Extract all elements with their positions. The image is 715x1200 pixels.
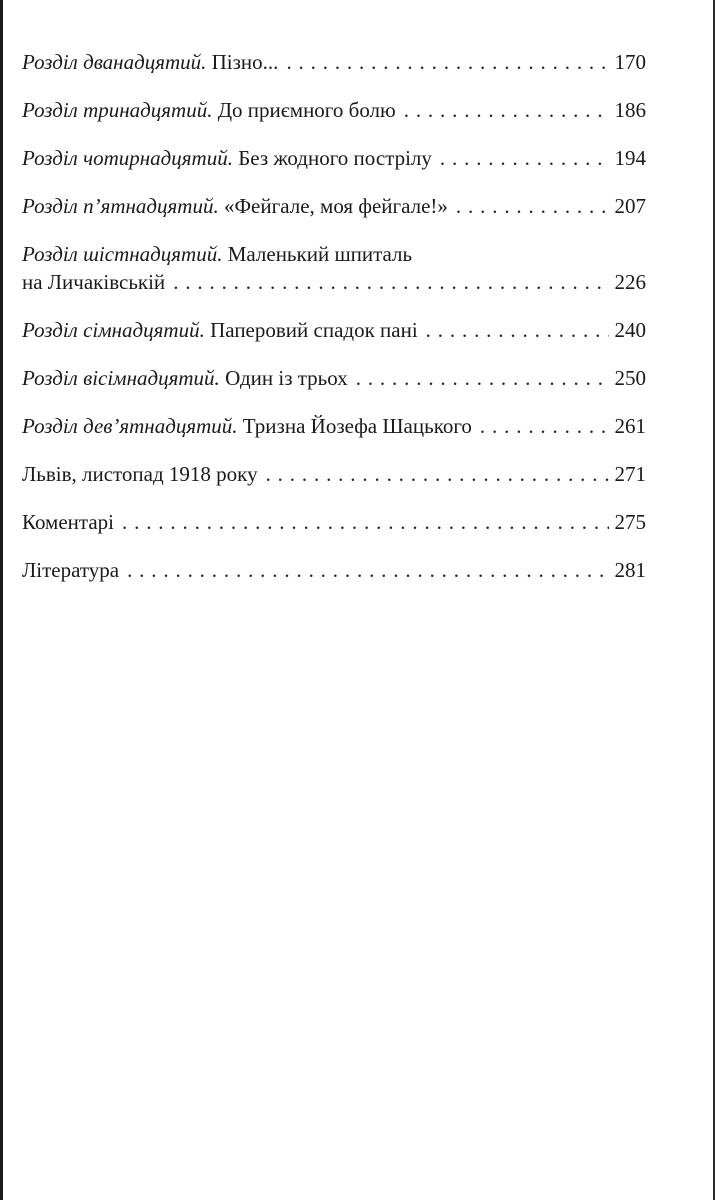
toc-page-number: 226 <box>614 270 646 294</box>
dot-leader <box>456 192 609 220</box>
toc-page-number: 170 <box>614 50 646 74</box>
toc-page-number: 261 <box>614 414 646 438</box>
toc-page-number: 271 <box>614 462 646 486</box>
toc-entry[interactable] <box>22 412 646 440</box>
toc-entry[interactable] <box>22 96 646 124</box>
toc-entry-prefix: Розділ сімнадцятий. <box>22 318 205 342</box>
toc-entry-prefix: Розділ тринадцятий. <box>22 98 213 122</box>
toc-entry-title: Коментарі <box>22 510 114 534</box>
toc-entry[interactable] <box>22 364 646 392</box>
toc-page-number: 194 <box>614 146 646 170</box>
toc-page-number: 275 <box>614 510 646 534</box>
dot-leader <box>440 144 609 172</box>
dot-leader <box>173 268 608 296</box>
dot-leader <box>404 96 609 124</box>
toc-entry-title: Література <box>22 558 120 582</box>
toc-entry-title: До приємного болю <box>217 98 396 122</box>
dot-leader <box>286 48 608 76</box>
page-edge-left <box>0 0 3 1200</box>
toc-entry-prefix: Розділ дев’ятнадцятий. <box>22 414 238 438</box>
toc-entry-title: Пізно... <box>211 50 279 74</box>
toc-entry[interactable] <box>22 460 646 488</box>
toc-entry-title: Маленький шпиталь <box>227 242 413 266</box>
toc-entry[interactable] <box>22 144 646 172</box>
dot-leader <box>356 364 609 392</box>
toc-entry[interactable] <box>22 192 646 220</box>
toc-entry-title: «Фейгале, моя фейгале!» <box>223 194 448 218</box>
toc-page-number: 281 <box>614 558 646 582</box>
toc-page-number: 207 <box>614 194 646 218</box>
toc-entry-prefix: Розділ чотирнадцятий. <box>22 146 233 170</box>
toc-entry-title-continuation: на Личаківській <box>22 270 166 294</box>
toc-entry-prefix: Розділ п’ятнадцятий. <box>22 194 219 218</box>
dot-leader <box>266 460 609 488</box>
toc-entry[interactable] <box>22 556 646 584</box>
toc-entry-title: Львів, листопад 1918 року <box>22 462 258 486</box>
toc-entry[interactable] <box>22 48 646 76</box>
toc-entry-title: Паперовий спадок пані <box>210 318 418 342</box>
dot-leader <box>122 508 609 536</box>
toc-page-number: 186 <box>614 98 646 122</box>
toc-entry-prefix: Розділ дванадцятий. <box>22 50 207 74</box>
toc-entry-title: Один із трьох <box>225 366 348 390</box>
toc-page-number: 250 <box>614 366 646 390</box>
toc-entry[interactable] <box>22 316 646 344</box>
toc-entry-prefix: Розділ вісімнадцятий. <box>22 366 220 390</box>
dot-leader <box>480 412 609 440</box>
toc-entry-prefix: Розділ шістнадцятий. <box>22 242 223 266</box>
toc-entry[interactable] <box>22 240 646 296</box>
dot-leader <box>426 316 609 344</box>
dot-leader <box>127 556 608 584</box>
toc-entry-title: Тризна Йозефа Шацького <box>242 414 472 438</box>
toc-entry-title: Без жодного пострілу <box>238 146 432 170</box>
table-of-contents <box>22 48 646 604</box>
toc-page-number: 240 <box>614 318 646 342</box>
toc-entry[interactable] <box>22 508 646 536</box>
